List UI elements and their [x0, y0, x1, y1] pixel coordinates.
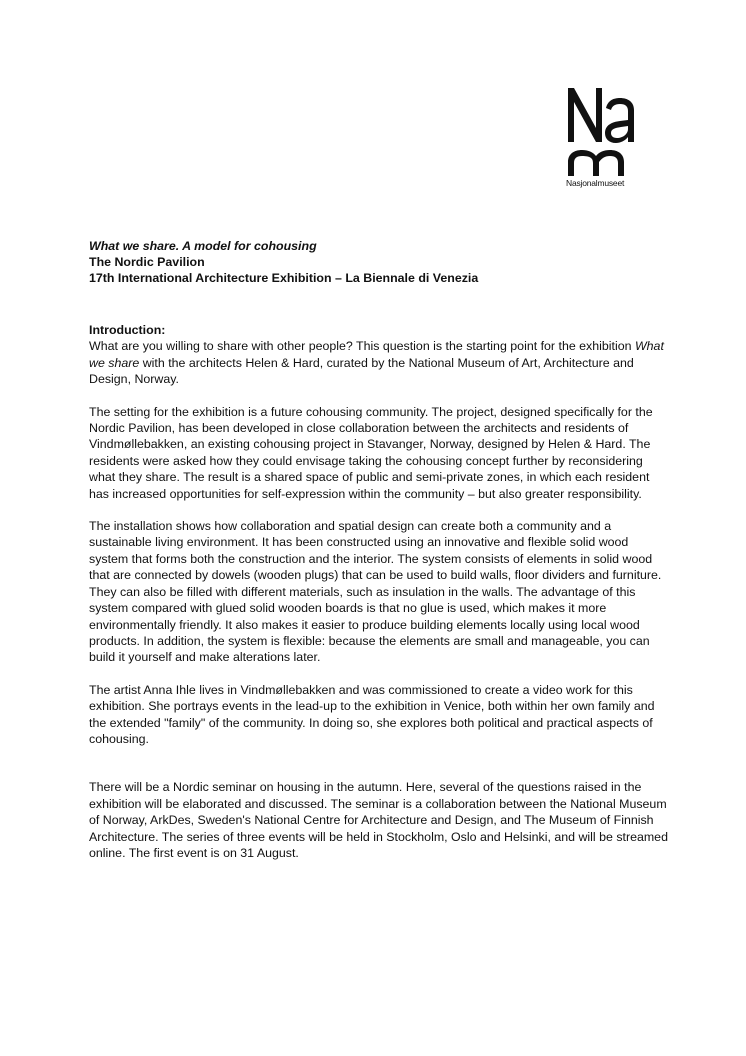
introduction-label: Introduction: — [89, 323, 166, 337]
paragraph-installation: The installation shows how collaboration and spatial design can create both a community and a sustainable living environment. It has been constructed using an innovative and flexible solid wood system that forms both the construction and the interior. The system consists of elements in solid wood that are connected by dowels (wooden plugs) that can be used to build walls, floor dividers and furniture. They can also be filled with different materials, such as insulation in the walls. The advantage of this system compared with glued solid wooden boards is that no glue is used, which makes it more environmentally friendly. It also makes it easier to produce building elements locally using local wood products. In addition, the system is flexible: because the elements are small and manageable, you can build it yourself and make alterations later. — [89, 519, 662, 665]
intro-paragraph — [89, 338, 669, 387]
document-title: What we share. A model for cohousing — [89, 239, 317, 253]
nasjonalmuseet-logo-icon — [566, 86, 636, 176]
intro-text-italic: What we share — [89, 339, 664, 370]
intro-text-before: What are you willing to share with other people? This question is the starting point for the exhibition — [89, 339, 635, 354]
document-subtitle: The Nordic Pavilion — [89, 255, 205, 269]
paragraph-setting: The setting for the exhibition is a future cohousing community. The project, designed specifically for the Nordic Pavilion, has been developed in close collaboration between the architects and residents of Vindmøllebakken, an existing cohousing project in Stavanger, Norway, designed by Helen & Hard. The residents were asked how they could envisage taking the cohousing concept further by reconsidering what they share. The result is a shared space of public and semi-private zones, in which each resident has increased opportunities for self-expression within the community – but also greater responsibility. — [89, 404, 653, 501]
document-body — [89, 322, 669, 861]
event-title: 17th International Architecture Exhibition – La Biennale di Venezia — [89, 271, 479, 285]
paragraph-seminar: There will be a Nordic seminar on housing in the autumn. Here, several of the questions raised in the exhibition will be elaborated and discussed. The seminar is a collaboration between the National Museum of Norway, ArkDes, Sweden's National Centre for Architecture and Design, and The Museum of Finnish Architecture. The series of three events will be held in Stockholm, Oslo and Helsinki, and will be streamed online. The first event is on 31 August. — [89, 780, 668, 860]
nasjonalmuseet-logo — [566, 86, 646, 190]
paragraph-artist: The artist Anna Ihle lives in Vindmøllebakken and was commissioned to create a video work for this exhibition. She portrays events in the lead-up to the exhibition in Venice, both within her own family and the extended "family" of the community. In doing so, she explores both political and practical aspects of cohousing. — [89, 682, 655, 746]
intro-text-after: with the architects Helen & Hard, curated by the National Museum of Art, Architecture and Design, Norway. — [89, 355, 634, 387]
logo-wordmark: Nasjonalmuseet — [566, 178, 625, 188]
document-header — [89, 238, 669, 286]
